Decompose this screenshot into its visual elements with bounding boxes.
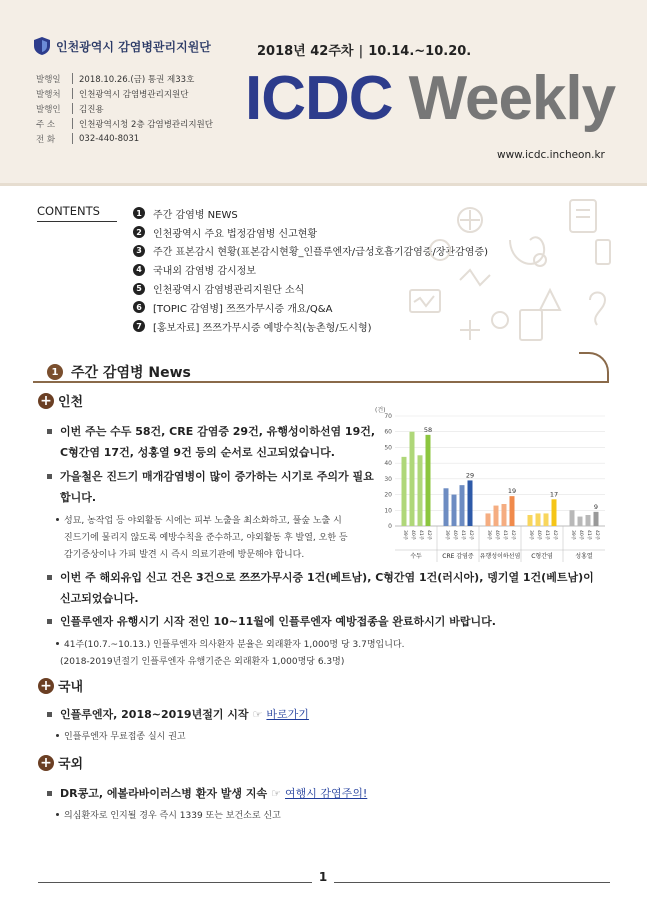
bar-data-label: 17 <box>549 490 559 499</box>
plus-icon: + <box>38 678 54 694</box>
bar-data-label: 19 <box>507 487 517 496</box>
chart-bar <box>578 517 583 526</box>
x-group-label: 수두 <box>410 553 422 560</box>
international-note <box>56 808 281 825</box>
x-week-label: 39주 <box>570 530 575 541</box>
incheon-para-4 <box>47 611 496 632</box>
bar-data-label: 9 <box>593 502 599 511</box>
y-tick-label: 30 <box>384 475 392 483</box>
travel-warning-link[interactable]: 여행시 감염주의! <box>285 787 368 800</box>
meta-row <box>36 86 213 101</box>
item-number: 5 <box>133 283 145 295</box>
incheon-note-1 <box>56 513 348 564</box>
x-week-label: 42주 <box>594 530 599 541</box>
y-tick-label: 10 <box>384 507 392 515</box>
meta-row <box>36 101 213 116</box>
issue-info: 2018년 42주차 | 10.14.~10.20. <box>257 44 472 59</box>
para-line: 가을철은 진드기 매개감염병이 많이 증가하는 시기로 주의가 필요 <box>60 470 374 483</box>
meta-value: 인천광역시청 2층 감염병관리지원단 <box>79 119 213 130</box>
pointing-hand-icon: ☞ <box>271 787 281 800</box>
meta-label: 전 화 <box>36 134 56 145</box>
section-title <box>47 362 191 382</box>
x-week-label: 41주 <box>586 530 591 541</box>
meta-row <box>36 71 213 86</box>
note-line: 진드기에 물리지 않도록 예방수칙을 준수하고, 야외활동 후 발열, 오한 등 <box>64 533 348 543</box>
shortcut-link[interactable]: 바로가기 <box>266 708 309 721</box>
x-week-label: 39주 <box>486 530 491 541</box>
x-week-label: 42주 <box>426 530 431 541</box>
weekly-disease-bar-chart <box>373 404 609 562</box>
para-line: DR콩고, 에볼라바이러스병 환자 발생 지속 <box>60 787 268 800</box>
x-week-label: 42주 <box>468 530 473 541</box>
chart-bar <box>486 513 491 526</box>
incheon-note-2 <box>56 637 404 671</box>
header-divider <box>0 183 647 186</box>
item-text: 주간 표본감시 현황(표본감시현황_인플루엔자/급성호흡기감염증/장관감염증) <box>153 247 489 259</box>
x-week-label: 42주 <box>510 530 515 541</box>
bar-data-label: 29 <box>465 471 475 480</box>
meta-label: 발행일 <box>36 74 61 85</box>
x-week-label: 42주 <box>552 530 557 541</box>
item-number: 7 <box>133 320 145 332</box>
y-tick-label: 0 <box>388 523 392 530</box>
page-number: 1 <box>312 868 334 886</box>
incheon-para-3 <box>47 567 594 609</box>
chart-bar <box>536 513 541 526</box>
chart-bar <box>452 495 457 526</box>
item-number: 6 <box>133 301 145 313</box>
y-tick-label: 40 <box>384 460 392 468</box>
chart-bar <box>586 515 591 526</box>
para-line: 이번 주는 수두 58건, CRE 감염증 29건, 유행성이하선염 19건, <box>60 425 376 438</box>
chart-bar <box>418 455 423 526</box>
para-line: 인플루엔자 유행시기 시작 전인 10~11월에 인플루엔자 예방접종을 완료하시기 바랍니다. <box>60 615 496 628</box>
header-banner <box>0 0 647 183</box>
meta-row <box>36 116 213 131</box>
note-line: 인플루엔자 무료접종 실시 권고 <box>64 732 186 742</box>
domestic-note <box>56 729 186 746</box>
x-week-label: 41주 <box>418 530 423 541</box>
chart-bar <box>552 499 557 526</box>
item-number: 3 <box>133 245 145 257</box>
meta-row <box>36 131 213 146</box>
x-week-label: 39주 <box>402 530 407 541</box>
chart-bar <box>494 506 499 526</box>
bar-data-label: 58 <box>423 425 433 434</box>
x-week-label: 41주 <box>460 530 465 541</box>
x-week-label: 41주 <box>544 530 549 541</box>
item-text: 주간 감염병 NEWS <box>153 209 238 221</box>
chart-bar <box>570 510 575 526</box>
subheading-text: 인천 <box>58 395 84 410</box>
medical-decoration-icon <box>400 190 625 350</box>
item-number: 4 <box>133 264 145 276</box>
org-logo <box>34 37 211 55</box>
subheading-international <box>38 753 83 772</box>
shield-icon <box>34 37 50 55</box>
item-number: 1 <box>133 207 145 219</box>
meta-label: 발행인 <box>36 104 61 115</box>
section-corner <box>579 352 609 382</box>
item-text: [홍보자료] 쯔쯔가무시증 예방수칙(농촌형/도시형) <box>153 322 372 334</box>
org-name: 인천광역시 감염병관리지원단 <box>56 39 211 54</box>
chart-bar <box>544 513 549 526</box>
chart-bar <box>502 504 507 526</box>
x-group-label: C형간염 <box>531 553 553 560</box>
x-week-label: 40주 <box>452 530 457 541</box>
note-line: (2018-2019년절기 인플루엔자 유행기준은 외래환자 1,000명당 6.3명) <box>60 657 345 667</box>
issue-period: 10.14.~10.20. <box>368 44 472 59</box>
y-tick-label: 70 <box>384 413 392 420</box>
chart-bar <box>468 480 473 526</box>
x-week-label: 40주 <box>578 530 583 541</box>
para-line: 합니다. <box>60 491 97 504</box>
newsletter-title <box>245 64 615 134</box>
chart-bar <box>528 515 533 526</box>
meta-value: 2018.10.26.(금) 통권 제33호 <box>79 74 195 85</box>
publication-meta <box>36 71 213 146</box>
incheon-para-1 <box>47 421 375 463</box>
x-group-label: 성홍열 <box>575 553 593 560</box>
subheading-text: 국내 <box>58 680 84 695</box>
section-number: 1 <box>47 364 63 380</box>
pointing-hand-icon: ☞ <box>252 708 263 721</box>
x-group-label: CRE 감염증 <box>442 553 474 560</box>
item-text: 인천광역시 주요 법정감염병 신고현황 <box>153 228 318 240</box>
section-header-news <box>33 352 609 382</box>
note-line: 의심환자로 인지될 경우 즉시 1339 또는 보건소로 신고 <box>64 811 281 821</box>
incheon-para-2 <box>47 466 374 508</box>
issue-week: 2018년 42주차 <box>257 44 354 59</box>
meta-value: 인천광역시 감염병관리지원단 <box>79 89 189 100</box>
para-line: 인플루엔자, 2018~2019년절기 시작 <box>60 708 249 721</box>
plus-icon: + <box>38 755 54 771</box>
chart-unit-label: (건) <box>375 407 386 414</box>
international-para <box>47 783 367 804</box>
plus-icon: + <box>38 393 54 409</box>
website-link[interactable]: www.icdc.incheon.kr <box>497 149 605 161</box>
x-group-label: 유행성이하선염 <box>479 553 521 560</box>
para-line: 신고되었습니다. <box>60 592 139 605</box>
y-tick-label: 50 <box>384 444 392 452</box>
para-line: C형간염 17건, 성홍열 9건 등의 순서로 신고되었습니다. <box>60 446 335 459</box>
meta-value: 032-440-8031 <box>79 133 140 144</box>
contents-label: CONTENTS <box>37 204 100 218</box>
chart-bar <box>410 432 415 526</box>
item-text: 인천광역시 감염병관리지원단 소식 <box>153 285 305 297</box>
note-line: 성묘, 농작업 등 야외활동 시에는 피부 노출을 최소화하고, 풀숲 노출 시 <box>64 516 342 526</box>
meta-label: 발행처 <box>36 89 61 100</box>
x-week-label: 40주 <box>494 530 499 541</box>
subheading-domestic <box>38 676 83 695</box>
chart-bar <box>426 435 431 526</box>
subheading-incheon <box>38 391 83 410</box>
chart-bar <box>510 496 515 526</box>
title-icdc: ICDC <box>245 64 393 133</box>
x-week-label: 41주 <box>502 530 507 541</box>
item-number: 2 <box>133 226 145 238</box>
note-line: 41주(10.7.~10.13.) 인플루엔자 의사환자 분율은 외래환자 1,000명 당 3.7명입니다. <box>64 640 405 650</box>
subheading-text: 국외 <box>58 757 84 772</box>
para-line: 이번 주 해외유입 신고 건은 3건으로 쯔쯔가무시증 1건(베트남), C형간염 1건(러시아), 뎅기열 1건(베트남)이 <box>60 571 594 584</box>
x-week-label: 39주 <box>444 530 449 541</box>
chart-bar <box>460 485 465 526</box>
section-title-text: 주간 감염병 News <box>71 365 191 381</box>
chart-bar <box>444 488 449 526</box>
note-line: 감기증상이나 가피 발견 시 즉시 의료기관에 방문해야 합니다. <box>64 550 305 560</box>
chart-bar <box>594 512 599 526</box>
y-tick-label: 60 <box>384 428 392 436</box>
item-text: [TOPIC 감염병] 쯔쯔가무시증 개요/Q&A <box>153 303 333 315</box>
chart-bar <box>402 457 407 526</box>
item-text: 국내외 감염병 감시정보 <box>153 266 256 278</box>
x-week-label: 40주 <box>536 530 541 541</box>
contents-underline <box>37 221 117 222</box>
meta-value: 김진용 <box>79 104 104 115</box>
x-week-label: 40주 <box>410 530 415 541</box>
domestic-para <box>47 704 309 725</box>
meta-label: 주 소 <box>36 119 56 130</box>
x-week-label: 39주 <box>528 530 533 541</box>
y-tick-label: 20 <box>384 491 392 499</box>
title-weekly: Weekly <box>408 64 616 133</box>
